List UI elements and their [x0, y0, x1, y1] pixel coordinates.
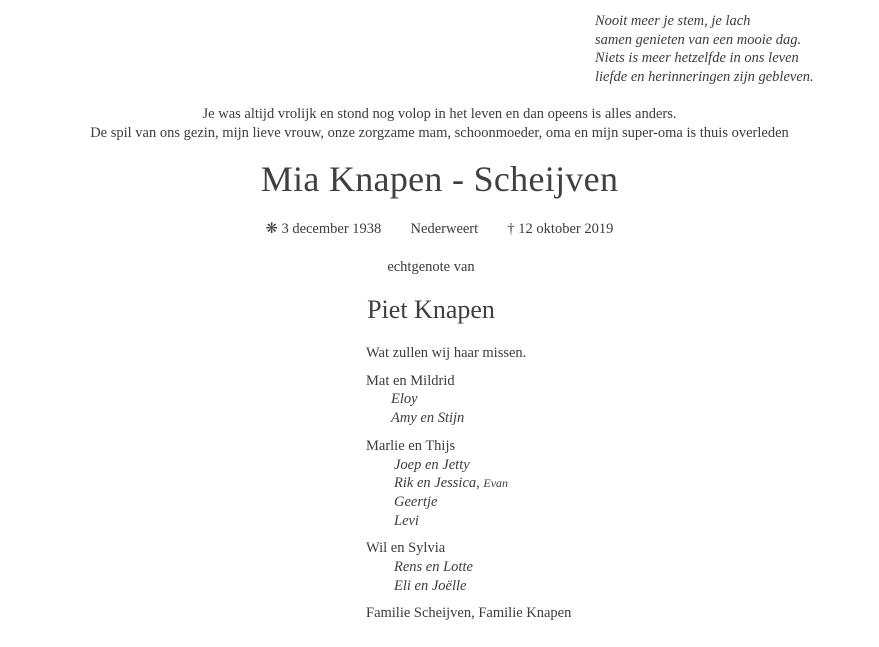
family-parents: Wil en Sylvia: [366, 540, 446, 557]
poem-line: samen genieten van een mooie dag.: [595, 31, 802, 48]
family-child: Rens en Lotte: [394, 559, 473, 576]
family-child: Eloy: [391, 391, 418, 408]
family-child: Eli en Joëlle: [394, 577, 467, 594]
deceased-name: Mia Knapen - Scheijven: [260, 159, 619, 199]
family-child: Geertje: [394, 493, 438, 510]
extended-family: Familie Scheijven, Familie Knapen: [366, 605, 572, 622]
family-child: Levi: [394, 512, 419, 529]
poem: [595, 12, 814, 86]
family-list: [366, 344, 571, 623]
family-child: Amy en Stijn: [391, 410, 465, 427]
spouse-label: echtgenote van: [387, 259, 475, 275]
family-child: Joep en Jetty: [394, 456, 470, 473]
spouse-name: Piet Knapen: [367, 295, 495, 324]
death-date: 12 oktober 2019: [518, 221, 614, 237]
family-parents: Marlie en Thijs: [366, 437, 456, 454]
poem-line: Niets is meer hetzelfde in ons leven: [595, 50, 799, 66]
birth-date: 3 december 1938: [281, 221, 382, 237]
poem-line: liefde en herinneringen zijn gebleven.: [595, 68, 814, 85]
closing-line: Wat zullen wij haar missen.: [366, 345, 527, 361]
death-icon: †: [507, 221, 515, 237]
grandchild: Evan: [483, 476, 509, 491]
family-child: Rik en Jessica, Evan: [394, 475, 509, 492]
intro-line-1: Je was altijd vrolijk en stond nog volop in het leven en dan opeens is alles anders.: [202, 106, 677, 122]
place: Nederweert: [410, 221, 479, 237]
family-parents: Mat en Mildrid: [366, 372, 455, 389]
intro-line-2: De spil van ons gezin, mijn lieve vrouw, onze zorgzame mam, schoonmoeder, oma en mijn super-oma is thuis overleden: [90, 125, 789, 141]
poem-line: Nooit meer je stem, je lach: [595, 13, 751, 29]
birth-icon: ❋: [265, 221, 278, 237]
dates-line: [0, 221, 879, 238]
